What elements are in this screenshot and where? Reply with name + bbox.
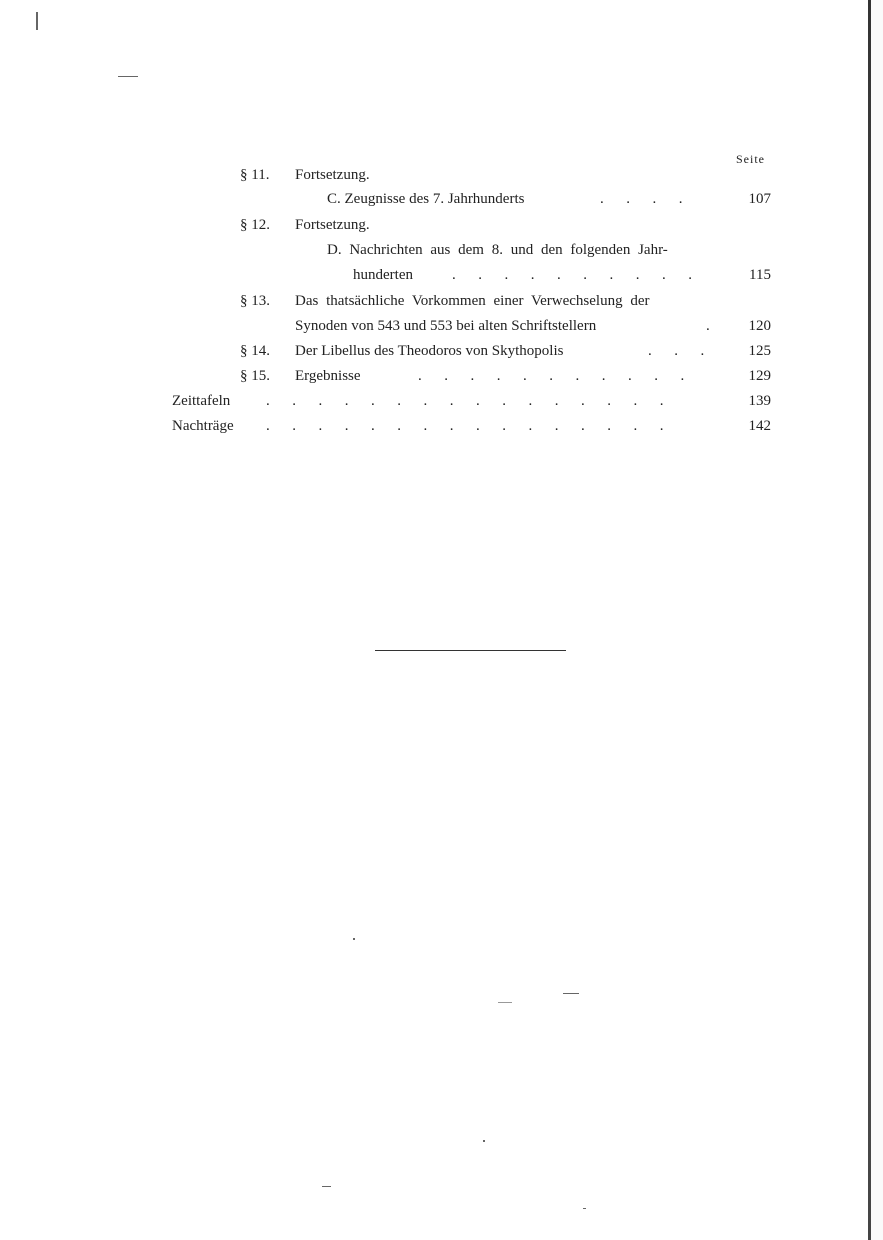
toc-para-11: § 11. bbox=[240, 167, 270, 183]
scan-speck bbox=[483, 1140, 485, 1142]
leader-dots: . . . . bbox=[600, 191, 683, 207]
toc-page-120: 120 bbox=[748, 318, 771, 334]
page-edge-shadow bbox=[868, 0, 871, 1240]
toc-sub-12d: D. Nachrichten aus dem 8. und den folgenden Jahr- bbox=[327, 242, 668, 258]
leader-dots: . . . . . . . . . . . . . . . . bbox=[266, 418, 664, 434]
toc-title-15: Ergebnisse bbox=[295, 368, 361, 384]
toc-page-125: 125 bbox=[748, 343, 771, 359]
scan-speck bbox=[36, 12, 38, 30]
toc-title-13-cont: Synoden von 543 und 553 bei alten Schriftstellern bbox=[295, 318, 597, 334]
toc-title-12: Fortsetzung. bbox=[295, 217, 370, 233]
toc-para-15: § 15. bbox=[240, 368, 270, 384]
toc-para-14: § 14. bbox=[240, 343, 270, 359]
leader-dots: . bbox=[706, 318, 710, 334]
scan-speck bbox=[118, 76, 138, 77]
scan-speck bbox=[353, 938, 355, 940]
scan-speck bbox=[498, 1002, 512, 1003]
toc-page-107: 107 bbox=[748, 191, 771, 207]
leader-dots: . . . . . . . . . . . bbox=[418, 368, 685, 384]
scan-speck bbox=[583, 1208, 586, 1209]
toc-page-142: 142 bbox=[748, 418, 771, 434]
toc-para-13: § 13. bbox=[240, 293, 270, 309]
toc-page-129: 129 bbox=[748, 368, 771, 384]
seite-label: Seite bbox=[736, 152, 765, 166]
section-divider bbox=[375, 650, 566, 651]
toc-title-11: Fortsetzung. bbox=[295, 167, 370, 183]
scan-speck bbox=[563, 993, 579, 994]
toc-title-zeittafeln: Zeittafeln bbox=[172, 393, 231, 409]
leader-dots: . . . . . . . . . . . . . . . . bbox=[266, 393, 664, 409]
toc-sub-11c: C. Zeugnisse des 7. Jahrhunderts bbox=[327, 191, 525, 207]
scan-speck bbox=[322, 1186, 331, 1187]
toc-page-139: 139 bbox=[748, 393, 771, 409]
toc-para-12: § 12. bbox=[240, 217, 270, 233]
toc-title-14: Der Libellus des Theodoros von Skythopolis bbox=[295, 343, 564, 359]
leader-dots: . . . . . . . . . . bbox=[452, 267, 692, 283]
toc-page-115: 115 bbox=[749, 267, 771, 283]
page-margin bbox=[871, 0, 883, 1240]
toc-sub-12d-cont: hunderten bbox=[353, 267, 413, 283]
leader-dots: . . . bbox=[648, 343, 705, 359]
toc-title-nachtraege: Nachträge bbox=[172, 418, 234, 434]
toc-title-13: Das thatsächliche Vorkommen einer Verwechselung der bbox=[295, 293, 650, 309]
